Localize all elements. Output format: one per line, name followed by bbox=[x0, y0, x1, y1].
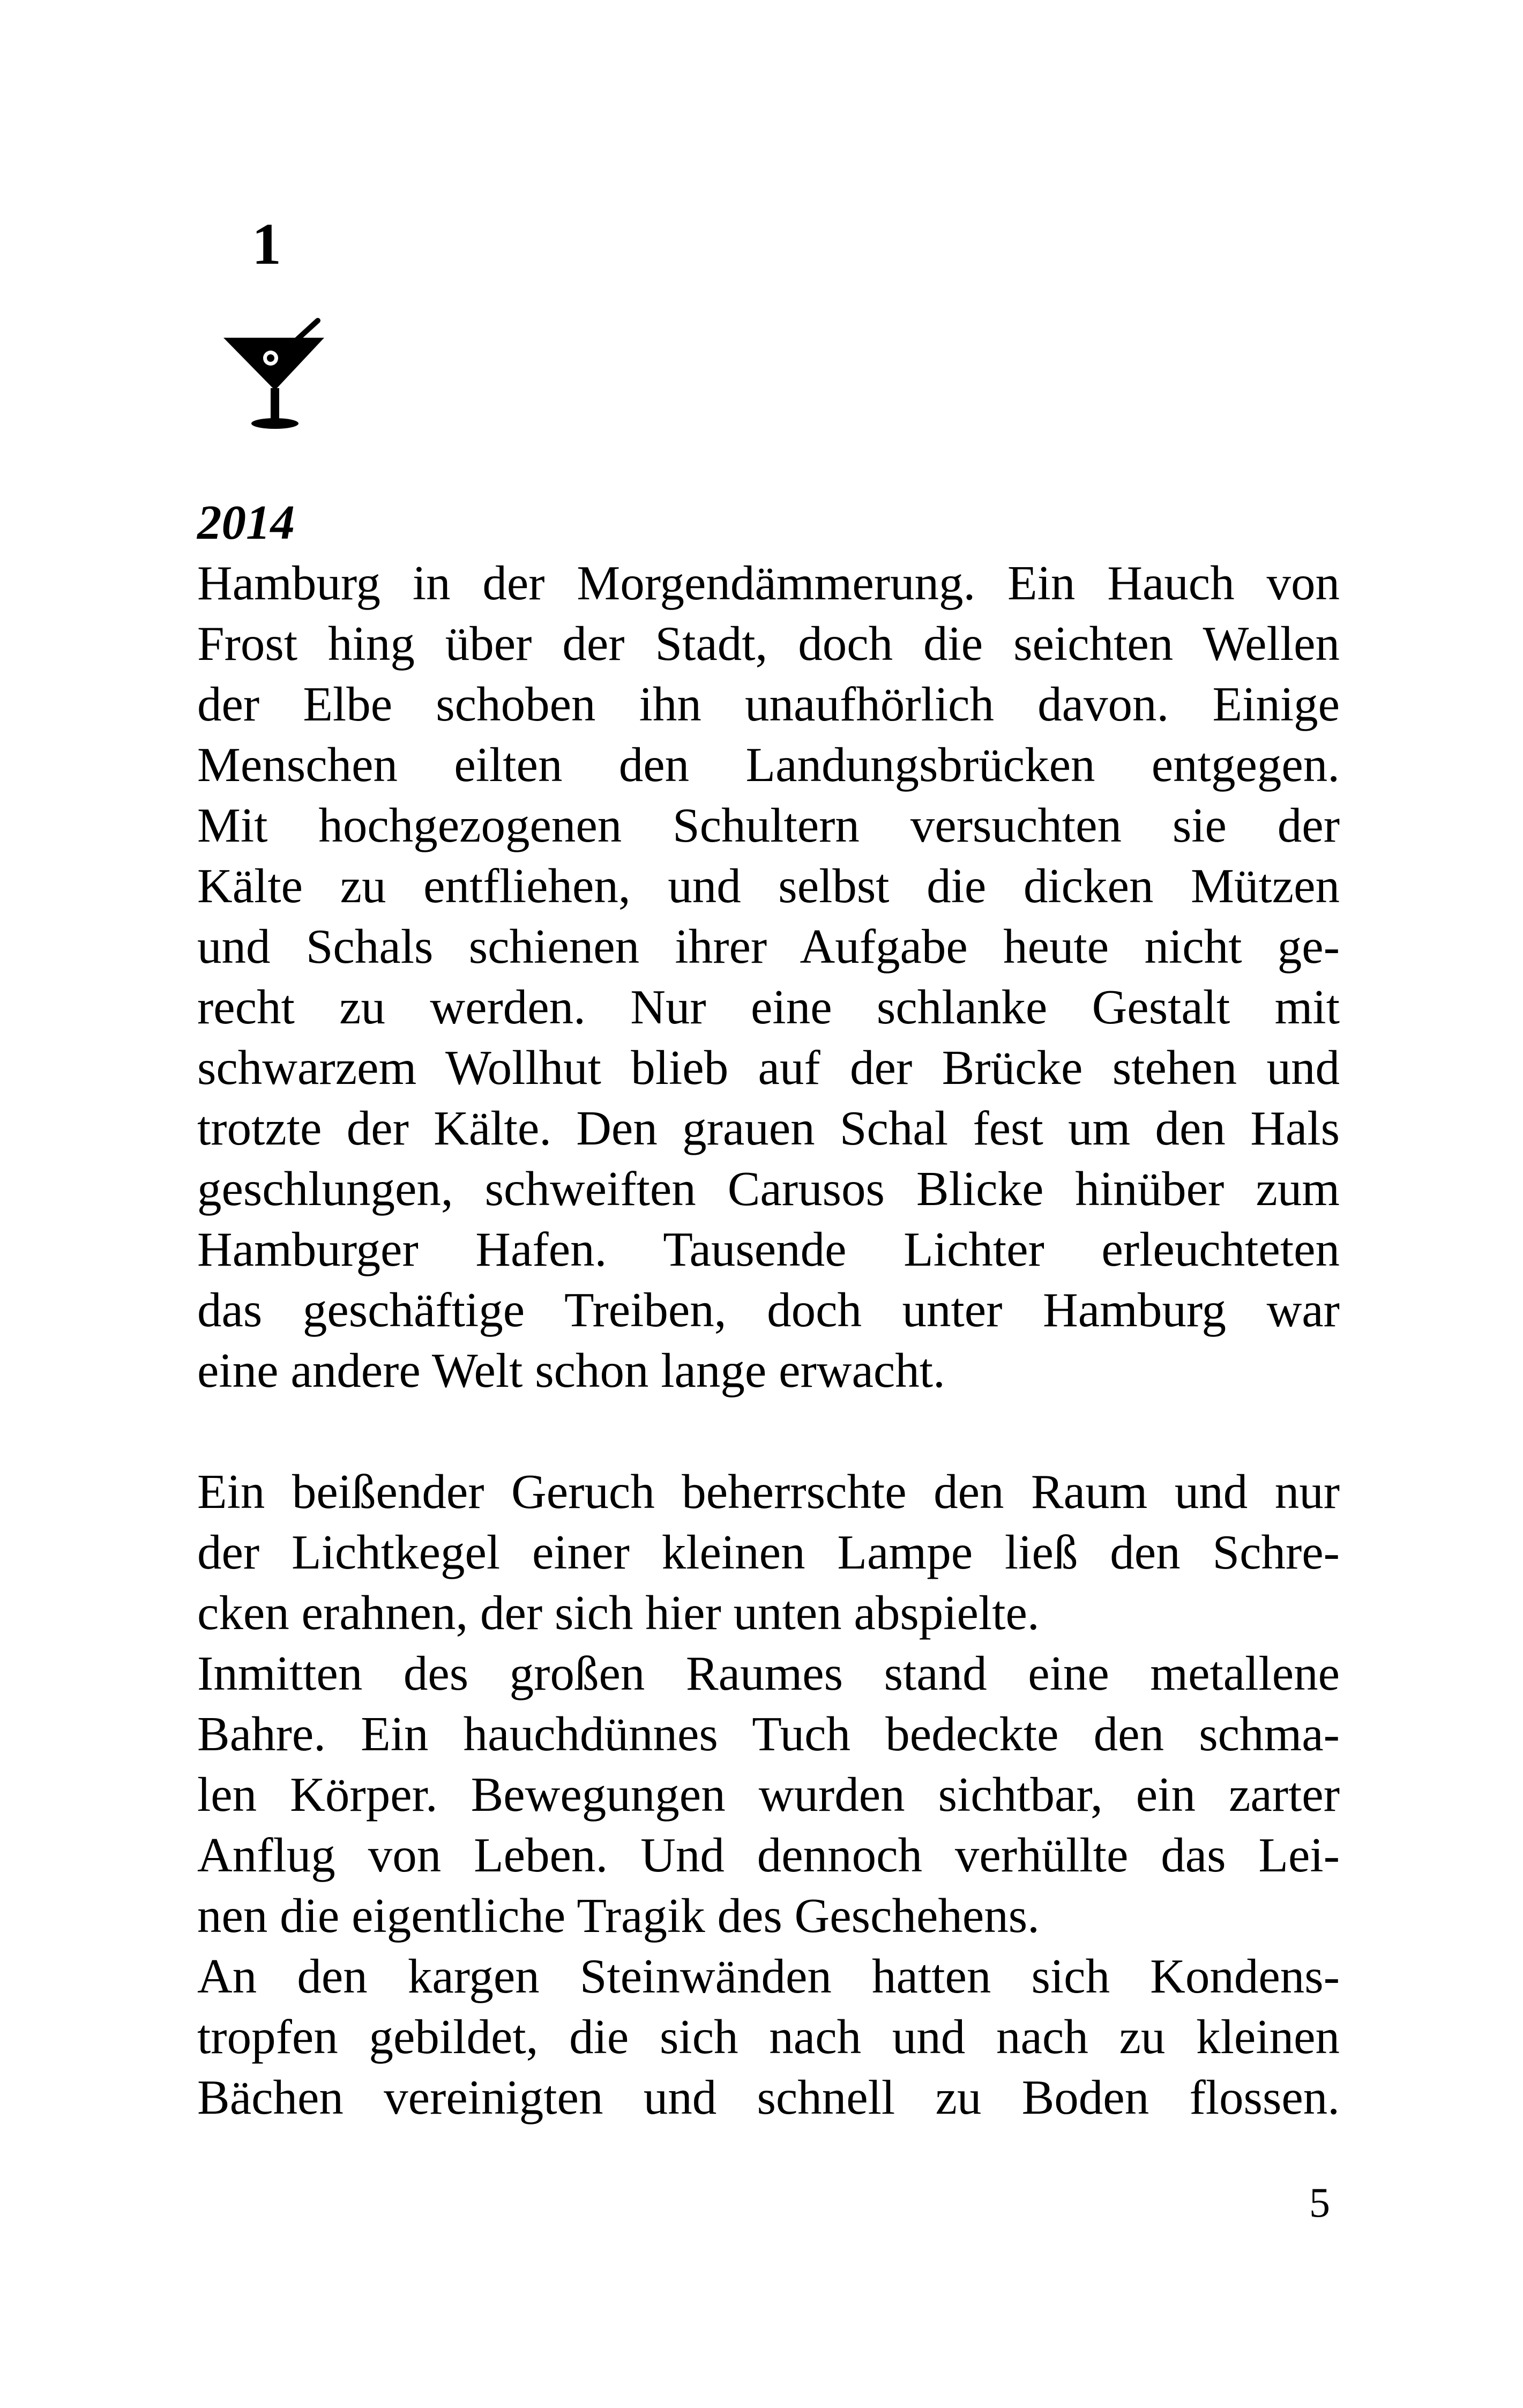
chapter-number: 1 bbox=[252, 211, 281, 277]
text-line: Anflug von Leben. Und dennoch verhüllte das Lei- bbox=[197, 1828, 1340, 1882]
text-line: Mit hochgezogenen Schultern versuchten sie der bbox=[197, 798, 1340, 852]
text-line: tropfen gebildet, die sich nach und nach zu kleinen bbox=[197, 2010, 1340, 2064]
chapter-body bbox=[197, 492, 1340, 2128]
text-line: cken erahnen, der sich hier unten abspielte. bbox=[197, 1586, 1040, 1640]
text-line: Frost hing über der Stadt, doch die seichten Wellen bbox=[197, 616, 1340, 671]
text-line: Menschen eilten den Landungsbrücken entgegen. bbox=[197, 738, 1340, 792]
text-line: Hamburger Hafen. Tausende Lichter erleuchteten bbox=[197, 1222, 1340, 1276]
text-line: recht zu werden. Nur eine schlanke Gestalt mit bbox=[197, 980, 1340, 1034]
text-line: nen die eigentliche Tragik des Geschehens. bbox=[197, 1889, 1040, 1943]
paragraph-gap bbox=[197, 1401, 1340, 1461]
text-line: trotzte der Kälte. Den grauen Schal fest um den Hals bbox=[197, 1101, 1340, 1155]
text-line: Bächen vereinigten und schnell zu Boden flossen. bbox=[197, 2070, 1340, 2124]
text-line: Ein beißender Geruch beherrschte den Raum und nur bbox=[197, 1465, 1340, 1519]
text-line: Bahre. Ein hauchdünnes Tuch bedeckte den schma- bbox=[197, 1707, 1340, 1761]
text-line: Inmitten des großen Raumes stand eine metallene bbox=[197, 1646, 1340, 1700]
text-line: An den kargen Steinwänden hatten sich Kondens- bbox=[197, 1949, 1340, 2003]
text-line: Hamburg in der Morgendämmerung. Ein Hauch von bbox=[197, 556, 1340, 610]
text-line: eine andere Welt schon lange erwacht. bbox=[197, 1343, 945, 1398]
text-line: geschlungen, schweiften Carusos Blicke hinüber zum bbox=[197, 1162, 1340, 1216]
text-line: der Elbe schoben ihn unaufhörlich davon. Einige bbox=[197, 677, 1340, 731]
text-line: len Körper. Bewegungen wurden sichtbar, ein zarter bbox=[197, 1767, 1340, 1822]
text-line: der Lichtkegel einer kleinen Lampe ließ den Schre- bbox=[197, 1525, 1340, 1579]
cocktail-glass-icon bbox=[217, 316, 335, 434]
year-heading: 2014 bbox=[197, 495, 295, 549]
text-line: schwarzem Wollhut blieb auf der Brücke stehen und bbox=[197, 1041, 1340, 1095]
text-line: das geschäftige Treiben, doch unter Hamburg war bbox=[197, 1283, 1340, 1337]
text-line: und Schals schienen ihrer Aufgabe heute nicht ge- bbox=[197, 919, 1340, 973]
page-number: 5 bbox=[1309, 2179, 1330, 2226]
text-line: Kälte zu entfliehen, und selbst die dicken Mützen bbox=[197, 859, 1340, 913]
